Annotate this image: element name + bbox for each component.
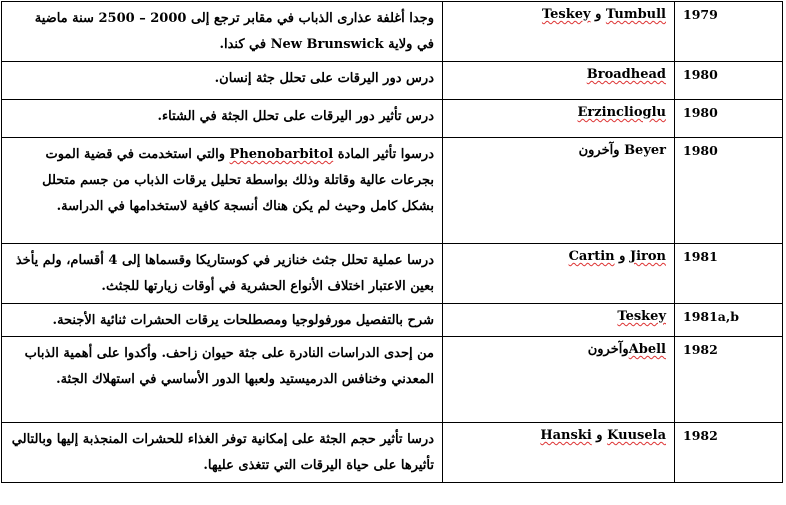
description-term: Phenobarbitol [229,147,334,162]
description-cell [2,2,443,62]
table-row [2,423,783,483]
author-joiner: و [590,7,606,22]
author-joiner: و [614,249,630,264]
description-text: درسا عملية تحلل جثث خنازير في كوستاريكا وقسماها إلى 4 أقسام، ولم يأخذ بعين الاعتبار اختلاف الأنواع الحشرية في أوقات زيارتها للجثث. [15,253,434,294]
literature-table [1,1,783,483]
author-cell [443,244,675,304]
author-name: Broadhead [586,67,666,82]
description-text: في كندا. [219,37,271,52]
author-cell [443,304,675,337]
author-name: Teskey [617,309,666,324]
author-name: Beyer [624,143,666,158]
author-joiner: و [591,428,608,443]
author-name: Teskey [541,7,591,22]
description-cell [2,62,443,100]
author-cell [443,62,675,100]
year-cell: 1982 [675,337,783,423]
author-cell [443,2,675,62]
description-cell [2,138,443,244]
author-name: Erzinclioglu [577,105,666,120]
author-suffix: وآخرون [578,143,625,158]
author-name: Abell [628,342,666,357]
description-text: شرح بالتفصيل مورفولوجيا ومصطلحات يرقات الحشرات ثنائية الأجنحة. [52,313,434,328]
table-row [2,2,783,62]
description-term: New Brunswick [270,37,384,52]
description-cell [2,337,443,423]
description-text: درسا تأثير حجم الجثة على إمكانية توفر الغذاء للحشرات المنجذبة إليها وبالتالي تأثيرها على حياة اليرقات التي تتغذى عليها. [11,432,434,473]
author-name: Jiron [629,249,666,264]
author-cell [443,423,675,483]
description-cell [2,100,443,138]
description-text: وجدا أغلفة عذارى الذباب في مقابر ترجع إلى 2000 – 2500 سنة ماضية [34,11,434,26]
description-text: درس تأثير دور اليرقات على تحلل الجثة في الشتاء. [157,109,434,124]
author-cell [443,100,675,138]
description-text: درسوا تأثير المادة [333,147,434,162]
table-row [2,244,783,304]
year-cell: 1980 [675,100,783,138]
table-row [2,304,783,337]
description-cell [2,244,443,304]
table-row [2,62,783,100]
year-cell: 1981 [675,244,783,304]
year-cell: 1982 [675,423,783,483]
author-name: Tumbull [605,7,666,22]
description-text: درس دور اليرقات على تحلل جثة إنسان. [214,71,434,86]
table-row [2,138,783,244]
author-name: Kuusela [607,428,666,443]
table-row [2,337,783,423]
description-text: والتي استخدمت في قضية الموت بجرعات عالية وقاتلة وذلك بواسطة تحليل يرقات الذباب من جسم متحلل بشكل كامل وحيث لم يكن هناك أنسجة كافية لاستخدامها في الدراسة. [42,147,434,214]
author-cell [443,337,675,423]
description-text: من إحدى الدراسات النادرة على جثة حيوان زاحف. وأكدوا على أهمية الذباب المعدني وخنافس الدرميستيد ولعبها الدور الأساسي في استهلاك الجثة. [24,346,434,387]
description-cell [2,304,443,337]
table-row [2,100,783,138]
author-cell [443,138,675,244]
year-cell: 1980 [675,138,783,244]
author-suffix: وآخرون [587,342,629,357]
description-cell [2,423,443,483]
year-cell: 1979 [675,2,783,62]
year-cell: 1981a,b [675,304,783,337]
year-cell: 1980 [675,62,783,100]
author-name: Cartin [568,249,615,264]
author-name: Hanski [540,428,592,443]
description-text: في ولاية [383,37,434,52]
